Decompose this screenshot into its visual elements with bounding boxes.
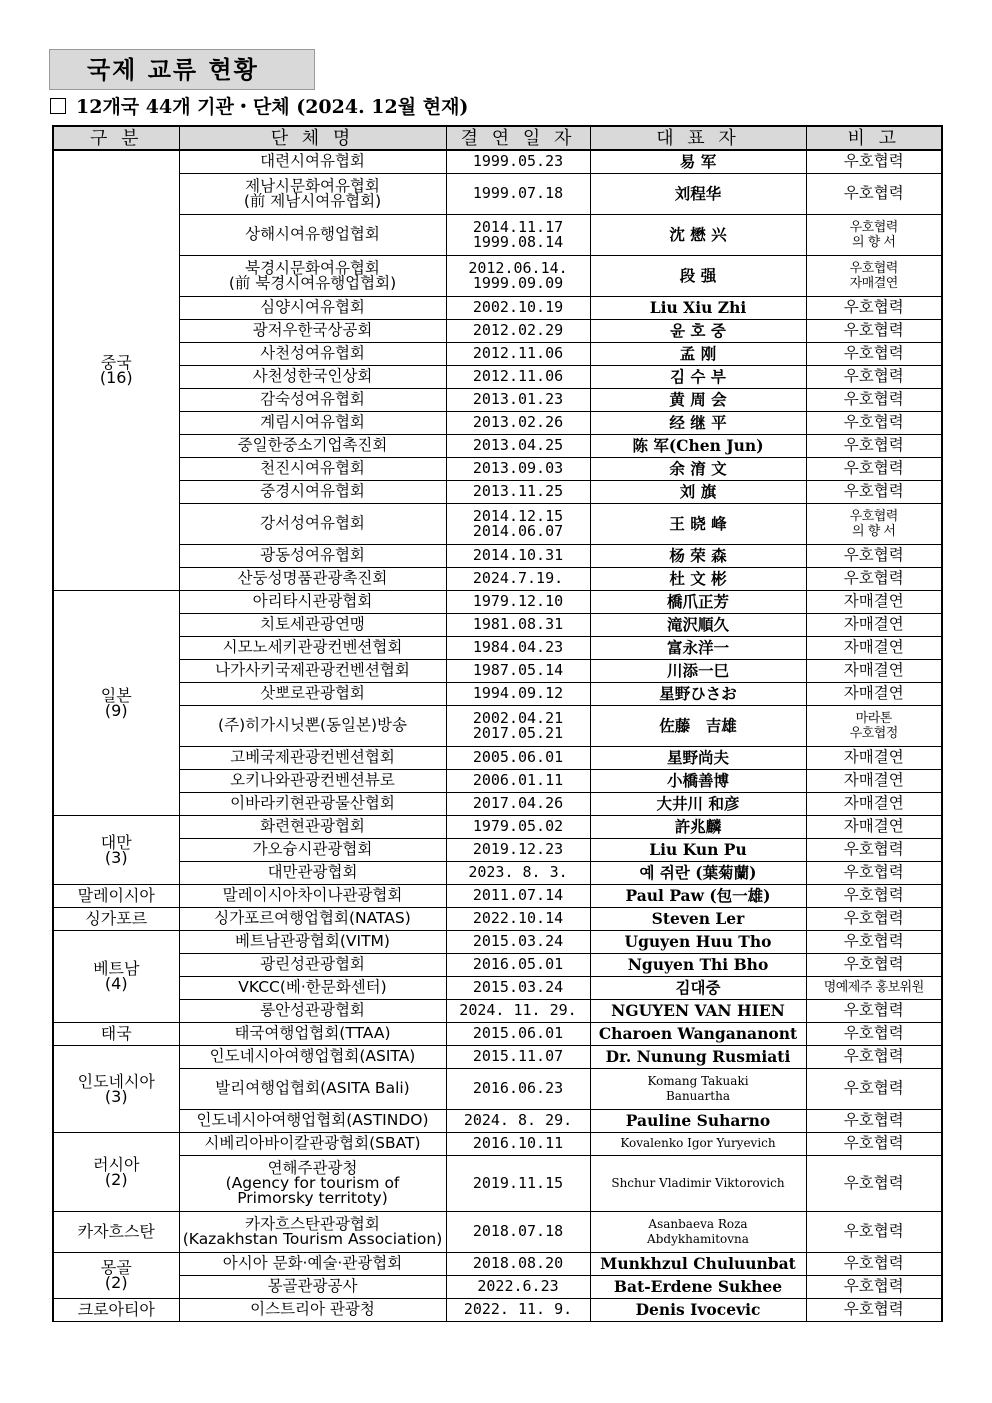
org-cell: 베트남관광협회(VITM) bbox=[179, 930, 446, 953]
org-cell: 감숙성여유협회 bbox=[179, 388, 446, 411]
note-cell: 우호협력 bbox=[806, 480, 942, 503]
date-cell: 2002.04.21 2017.05.21 bbox=[446, 705, 590, 746]
org-cell: 시모노세키관광컨벤션협회 bbox=[179, 636, 446, 659]
note-cell: 명예제주 홍보위원 bbox=[806, 976, 942, 999]
date-cell: 2023. 8. 3. bbox=[446, 861, 590, 884]
date-cell: 1999.07.18 bbox=[446, 173, 590, 214]
note-cell: 우호협력 bbox=[806, 1068, 942, 1109]
org-cell: VKCC(베·한문화센터) bbox=[179, 976, 446, 999]
table-row bbox=[53, 999, 942, 1022]
page-subtitle bbox=[50, 95, 468, 119]
date-cell: 2012.11.06 bbox=[446, 342, 590, 365]
rep-cell: 星野ひさお bbox=[590, 682, 806, 705]
table-row bbox=[53, 1022, 942, 1045]
table-row bbox=[53, 746, 942, 769]
rep-cell: 川添一巳 bbox=[590, 659, 806, 682]
note-cell: 우호협력 bbox=[806, 365, 942, 388]
note-cell: 우호협력 의 향 서 bbox=[806, 214, 942, 255]
note-cell: 우호협력 bbox=[806, 1298, 942, 1321]
rep-cell: Komang Takuaki Banuartha bbox=[590, 1068, 806, 1109]
date-cell: 2012.06.14. 1999.09.09 bbox=[446, 255, 590, 296]
table-row bbox=[53, 434, 942, 457]
org-cell: (주)히가시닛뽄(동일본)방송 bbox=[179, 705, 446, 746]
rep-cell: Nguyen Thi Bho bbox=[590, 953, 806, 976]
rep-cell: 許兆麟 bbox=[590, 815, 806, 838]
date-cell: 1994.09.12 bbox=[446, 682, 590, 705]
header-note: 비 고 bbox=[806, 126, 942, 150]
org-cell: 상해시여유행업협회 bbox=[179, 214, 446, 255]
date-cell: 1981.08.31 bbox=[446, 613, 590, 636]
rep-cell: Bat-Erdene Sukhee bbox=[590, 1275, 806, 1298]
table-row bbox=[53, 930, 942, 953]
category-cell: 카자흐스탄 bbox=[53, 1211, 179, 1252]
note-cell: 우호협력 bbox=[806, 1109, 942, 1132]
date-cell: 2017.04.26 bbox=[446, 792, 590, 815]
rep-cell: 经 继 平 bbox=[590, 411, 806, 434]
rep-cell: Uguyen Huu Tho bbox=[590, 930, 806, 953]
rep-cell: 刘 旗 bbox=[590, 480, 806, 503]
table-row bbox=[53, 792, 942, 815]
table-row bbox=[53, 1045, 942, 1068]
rep-cell: NGUYEN VAN HIEN bbox=[590, 999, 806, 1022]
org-cell: 고베국제관광컨벤션협회 bbox=[179, 746, 446, 769]
note-cell: 우호협력 bbox=[806, 953, 942, 976]
date-cell: 1999.05.23 bbox=[446, 150, 590, 173]
subtitle-text: 12개국 44개 기관・단체 (2024. 12월 현재) bbox=[76, 96, 469, 118]
org-cell: 몽골관광공사 bbox=[179, 1275, 446, 1298]
table-row bbox=[53, 1298, 942, 1321]
rep-cell: Shchur Vladimir Viktorovich bbox=[590, 1155, 806, 1211]
rep-cell: 김대중 bbox=[590, 976, 806, 999]
org-cell: 카자흐스탄관광협회 (Kazakhstan Tourism Association) bbox=[179, 1211, 446, 1252]
note-cell: 우호협력 bbox=[806, 319, 942, 342]
table-row bbox=[53, 861, 942, 884]
header-date: 결 연 일 자 bbox=[446, 126, 590, 150]
category-cell: 대만 (3) bbox=[53, 815, 179, 884]
org-cell: 시베리아바이칼관광협회(SBAT) bbox=[179, 1132, 446, 1155]
org-cell: 북경시문화여유협회 (前 북경시여유행업협회) bbox=[179, 255, 446, 296]
date-cell: 2013.04.25 bbox=[446, 434, 590, 457]
note-cell: 우호협력 bbox=[806, 861, 942, 884]
org-cell: 화련현관광협회 bbox=[179, 815, 446, 838]
note-cell: 우호협력 bbox=[806, 342, 942, 365]
rep-cell: Kovalenko Igor Yuryevich bbox=[590, 1132, 806, 1155]
table-row bbox=[53, 815, 942, 838]
table-row bbox=[53, 1252, 942, 1275]
table-row bbox=[53, 388, 942, 411]
note-cell: 자매결연 bbox=[806, 636, 942, 659]
rep-cell: Pauline Suharno bbox=[590, 1109, 806, 1132]
org-cell: 오키나와관광컨벤션뷰로 bbox=[179, 769, 446, 792]
table-row bbox=[53, 636, 942, 659]
date-cell: 2014.10.31 bbox=[446, 544, 590, 567]
org-cell: 천진시여유협회 bbox=[179, 457, 446, 480]
rep-cell: Paul Paw (包一雄) bbox=[590, 884, 806, 907]
table-row bbox=[53, 682, 942, 705]
note-cell: 자매결연 bbox=[806, 769, 942, 792]
org-cell: 인도네시아여행업협회(ASITA) bbox=[179, 1045, 446, 1068]
table-row bbox=[53, 590, 942, 613]
date-cell: 2011.07.14 bbox=[446, 884, 590, 907]
org-cell: 태국여행업협회(TTAA) bbox=[179, 1022, 446, 1045]
note-cell: 자매결연 bbox=[806, 815, 942, 838]
table-row bbox=[53, 255, 942, 296]
org-cell: 나가사키국제관광컨벤션협회 bbox=[179, 659, 446, 682]
rep-cell: Charoen Wangananont bbox=[590, 1022, 806, 1045]
category-cell: 러시아 (2) bbox=[53, 1132, 179, 1211]
date-cell: 1979.12.10 bbox=[446, 590, 590, 613]
date-cell: 2022.10.14 bbox=[446, 907, 590, 930]
date-cell: 2016.10.11 bbox=[446, 1132, 590, 1155]
note-cell: 우호협력 bbox=[806, 1275, 942, 1298]
rep-cell: 段 强 bbox=[590, 255, 806, 296]
org-cell: 산둥성명품관광촉진회 bbox=[179, 567, 446, 590]
org-cell: 치토세관광연맹 bbox=[179, 613, 446, 636]
note-cell: 자매결연 bbox=[806, 659, 942, 682]
note-cell: 우호협력 bbox=[806, 457, 942, 480]
date-cell: 2013.02.26 bbox=[446, 411, 590, 434]
table-row bbox=[53, 953, 942, 976]
note-cell: 우호협력 bbox=[806, 296, 942, 319]
rep-cell: Dr. Nunung Rusmiati bbox=[590, 1045, 806, 1068]
header-category: 구 분 bbox=[53, 126, 179, 150]
note-cell: 우호협력 bbox=[806, 567, 942, 590]
table-row bbox=[53, 1275, 942, 1298]
table-row bbox=[53, 319, 942, 342]
table-row bbox=[53, 214, 942, 255]
rep-cell: 佐藤 吉雄 bbox=[590, 705, 806, 746]
org-cell: 가오슝시관광협회 bbox=[179, 838, 446, 861]
note-cell: 우호협력 bbox=[806, 411, 942, 434]
org-cell: 인도네시아여행업협회(ASTINDO) bbox=[179, 1109, 446, 1132]
org-cell: 제남시문화여유협회 (前 제남시여유협회) bbox=[179, 173, 446, 214]
category-cell: 말레이시아 bbox=[53, 884, 179, 907]
table-row bbox=[53, 503, 942, 544]
org-cell: 싱가포르여행업협회(NATAS) bbox=[179, 907, 446, 930]
date-cell: 2005.06.01 bbox=[446, 746, 590, 769]
rep-cell: 大井川 和彦 bbox=[590, 792, 806, 815]
org-cell: 롱안성관광협회 bbox=[179, 999, 446, 1022]
date-cell: 1979.05.02 bbox=[446, 815, 590, 838]
table-row bbox=[53, 1109, 942, 1132]
category-cell: 중국 (16) bbox=[53, 150, 179, 590]
date-cell: 2015.03.24 bbox=[446, 930, 590, 953]
page-title: 국제 교류 현황 bbox=[49, 49, 315, 90]
org-cell: 대련시여유협회 bbox=[179, 150, 446, 173]
category-cell: 인도네시아 (3) bbox=[53, 1045, 179, 1132]
org-cell: 아시아 문화·예술·관광협회 bbox=[179, 1252, 446, 1275]
table-row bbox=[53, 705, 942, 746]
category-cell: 베트남 (4) bbox=[53, 930, 179, 1022]
date-cell: 2013.01.23 bbox=[446, 388, 590, 411]
table-body bbox=[53, 150, 942, 1321]
category-cell: 몽골 (2) bbox=[53, 1252, 179, 1298]
table-row bbox=[53, 544, 942, 567]
rep-cell: Liu Kun Pu bbox=[590, 838, 806, 861]
table-row bbox=[53, 907, 942, 930]
note-cell: 우호협력 의 향 서 bbox=[806, 503, 942, 544]
table-row bbox=[53, 365, 942, 388]
org-cell: 광저우한국상공회 bbox=[179, 319, 446, 342]
date-cell: 2012.11.06 bbox=[446, 365, 590, 388]
note-cell: 우호협력 bbox=[806, 173, 942, 214]
rep-cell: Munkhzul Chuluunbat bbox=[590, 1252, 806, 1275]
org-cell: 연해주관광청 (Agency for tourism of Primorsky territoty) bbox=[179, 1155, 446, 1211]
rep-cell: 余 淯 文 bbox=[590, 457, 806, 480]
note-cell: 우호협력 bbox=[806, 838, 942, 861]
rep-cell: 陈 军(Chen Jun) bbox=[590, 434, 806, 457]
rep-cell: 滝沢順久 bbox=[590, 613, 806, 636]
rep-cell: 杜 文 彬 bbox=[590, 567, 806, 590]
note-cell: 자매결연 bbox=[806, 682, 942, 705]
rep-cell: 刘程华 bbox=[590, 173, 806, 214]
table-row bbox=[53, 838, 942, 861]
rep-cell: Asanbaeva Roza Abdykhamitovna bbox=[590, 1211, 806, 1252]
note-cell: 우호협력 bbox=[806, 388, 942, 411]
note-cell: 우호협력 bbox=[806, 1132, 942, 1155]
table-row bbox=[53, 1211, 942, 1252]
table-row bbox=[53, 150, 942, 173]
org-cell: 이스트리아 관광청 bbox=[179, 1298, 446, 1321]
exchange-table bbox=[52, 125, 943, 1322]
note-cell: 우호협력 bbox=[806, 1252, 942, 1275]
date-cell: 1984.04.23 bbox=[446, 636, 590, 659]
date-cell: 2006.01.11 bbox=[446, 769, 590, 792]
table-row bbox=[53, 884, 942, 907]
date-cell: 2013.09.03 bbox=[446, 457, 590, 480]
category-cell: 태국 bbox=[53, 1022, 179, 1045]
date-cell: 2022. 11. 9. bbox=[446, 1298, 590, 1321]
note-cell: 자매결연 bbox=[806, 746, 942, 769]
date-cell: 2012.02.29 bbox=[446, 319, 590, 342]
note-cell: 우호협력 bbox=[806, 999, 942, 1022]
note-cell: 우호협력 bbox=[806, 434, 942, 457]
rep-cell: 星野尚夫 bbox=[590, 746, 806, 769]
table-row bbox=[53, 173, 942, 214]
rep-cell: 沈 懋 兴 bbox=[590, 214, 806, 255]
header-org: 단 체 명 bbox=[179, 126, 446, 150]
header-rep: 대 표 자 bbox=[590, 126, 806, 150]
org-cell: 대만관광협회 bbox=[179, 861, 446, 884]
table-row bbox=[53, 457, 942, 480]
org-cell: 중경시여유협회 bbox=[179, 480, 446, 503]
date-cell: 2022.6.23 bbox=[446, 1275, 590, 1298]
org-cell: 사천성한국인상회 bbox=[179, 365, 446, 388]
rep-cell: Liu Xiu Zhi bbox=[590, 296, 806, 319]
note-cell: 우호협력 자매결연 bbox=[806, 255, 942, 296]
note-cell: 마라톤 우호협정 bbox=[806, 705, 942, 746]
note-cell: 우호협력 bbox=[806, 544, 942, 567]
rep-cell: 윤 호 중 bbox=[590, 319, 806, 342]
rep-cell: 杨 荣 森 bbox=[590, 544, 806, 567]
date-cell: 2018.08.20 bbox=[446, 1252, 590, 1275]
date-cell: 2015.11.07 bbox=[446, 1045, 590, 1068]
rep-cell: 富永洋一 bbox=[590, 636, 806, 659]
date-cell: 2013.11.25 bbox=[446, 480, 590, 503]
rep-cell: Denis Ivocevic bbox=[590, 1298, 806, 1321]
note-cell: 우호협력 bbox=[806, 1045, 942, 1068]
rep-cell: 易 军 bbox=[590, 150, 806, 173]
org-cell: 강서성여유협회 bbox=[179, 503, 446, 544]
rep-cell: 橋爪正芳 bbox=[590, 590, 806, 613]
date-cell: 2014.12.15 2014.06.07 bbox=[446, 503, 590, 544]
date-cell: 2002.10.19 bbox=[446, 296, 590, 319]
rep-cell: 예 쥐란 (葉菊蘭) bbox=[590, 861, 806, 884]
table-row bbox=[53, 976, 942, 999]
org-cell: 삿뽀로관광협회 bbox=[179, 682, 446, 705]
org-cell: 이바라키현관광물산협회 bbox=[179, 792, 446, 815]
rep-cell: 王 晓 峰 bbox=[590, 503, 806, 544]
org-cell: 아리타시관광협회 bbox=[179, 590, 446, 613]
checkbox-icon bbox=[50, 98, 66, 114]
org-cell: 사천성여유협회 bbox=[179, 342, 446, 365]
category-cell: 크로아티아 bbox=[53, 1298, 179, 1321]
table-row bbox=[53, 1132, 942, 1155]
date-cell: 2019.12.23 bbox=[446, 838, 590, 861]
category-cell: 싱가포르 bbox=[53, 907, 179, 930]
date-cell: 2024.7.19. bbox=[446, 567, 590, 590]
note-cell: 우호협력 bbox=[806, 1155, 942, 1211]
table-row bbox=[53, 411, 942, 434]
note-cell: 우호협력 bbox=[806, 1022, 942, 1045]
date-cell: 2019.11.15 bbox=[446, 1155, 590, 1211]
note-cell: 자매결연 bbox=[806, 613, 942, 636]
date-cell: 2015.06.01 bbox=[446, 1022, 590, 1045]
rep-cell: 黄 周 会 bbox=[590, 388, 806, 411]
date-cell: 2014.11.17 1999.08.14 bbox=[446, 214, 590, 255]
table-row bbox=[53, 769, 942, 792]
date-cell: 2018.07.18 bbox=[446, 1211, 590, 1252]
rep-cell: 小橋善博 bbox=[590, 769, 806, 792]
note-cell: 우호협력 bbox=[806, 884, 942, 907]
table-row bbox=[53, 613, 942, 636]
date-cell: 2016.06.23 bbox=[446, 1068, 590, 1109]
date-cell: 2024. 11. 29. bbox=[446, 999, 590, 1022]
org-cell: 광동성여유협회 bbox=[179, 544, 446, 567]
note-cell: 자매결연 bbox=[806, 792, 942, 815]
rep-cell: Steven Ler bbox=[590, 907, 806, 930]
table-row bbox=[53, 296, 942, 319]
table-row bbox=[53, 1155, 942, 1211]
rep-cell: 孟 刚 bbox=[590, 342, 806, 365]
note-cell: 우호협력 bbox=[806, 907, 942, 930]
table-row bbox=[53, 659, 942, 682]
note-cell: 우호협력 bbox=[806, 930, 942, 953]
table-row bbox=[53, 1068, 942, 1109]
note-cell: 자매결연 bbox=[806, 590, 942, 613]
org-cell: 중일한중소기업촉진회 bbox=[179, 434, 446, 457]
table-row bbox=[53, 567, 942, 590]
rep-cell: 김 수 부 bbox=[590, 365, 806, 388]
table-row bbox=[53, 480, 942, 503]
date-cell: 2016.05.01 bbox=[446, 953, 590, 976]
org-cell: 광린성관광협회 bbox=[179, 953, 446, 976]
date-cell: 2015.03.24 bbox=[446, 976, 590, 999]
header-row bbox=[53, 126, 942, 150]
org-cell: 발리여행업협회(ASITA Bali) bbox=[179, 1068, 446, 1109]
date-cell: 2024. 8. 29. bbox=[446, 1109, 590, 1132]
note-cell: 우호협력 bbox=[806, 1211, 942, 1252]
org-cell: 말레이시아차이나관광협회 bbox=[179, 884, 446, 907]
org-cell: 계림시여유협회 bbox=[179, 411, 446, 434]
category-cell: 일본 (9) bbox=[53, 590, 179, 815]
date-cell: 1987.05.14 bbox=[446, 659, 590, 682]
note-cell: 우호협력 bbox=[806, 150, 942, 173]
table-row bbox=[53, 342, 942, 365]
org-cell: 심양시여유협회 bbox=[179, 296, 446, 319]
